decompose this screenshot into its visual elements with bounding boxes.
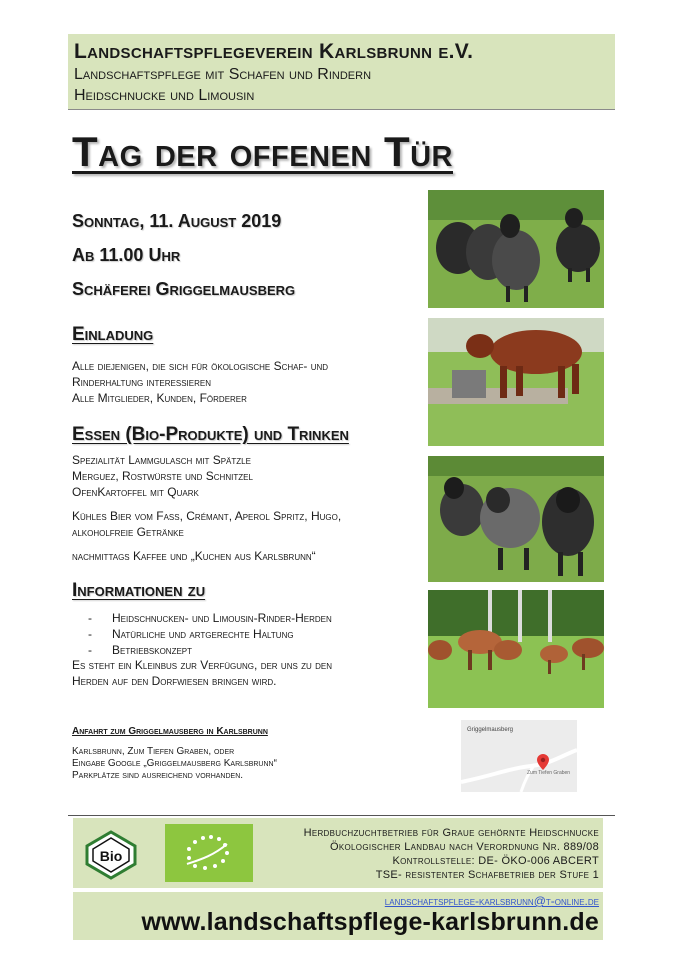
drink-line: alkoholfreie Getränke bbox=[72, 525, 184, 539]
invitation-heading: Einladung bbox=[72, 324, 154, 345]
info-bullet: - Heidschnucken- und Limousin-Rinder-Herden bbox=[88, 611, 332, 625]
website-url[interactable]: www.landschaftspflege-karlsbrunn.de bbox=[141, 908, 599, 936]
directions-line: Eingabe Google „Griggelmausberg Karlsbrunn“ bbox=[72, 758, 277, 769]
info-bullet: - Betriebskonzept bbox=[88, 643, 193, 657]
bus-line: Herden auf den Dorfwiesen bringen wird. bbox=[72, 674, 277, 688]
certification-line: Kontrollstelle: DE- ÖKO-006 ABCERT bbox=[392, 855, 599, 867]
email-link[interactable]: landschaftspflege-karlsbrunn@t-online.de bbox=[384, 894, 599, 908]
food-text bbox=[72, 452, 422, 564]
certification-banner bbox=[73, 818, 603, 888]
organization-subtitle: Landschaftspflege mit Schafen und Rindern bbox=[74, 66, 372, 83]
info-bullet: - Natürliche und artgerechte Haltung bbox=[88, 627, 294, 641]
map-road-label: Zum Tiefen Graben bbox=[527, 770, 571, 776]
photo-limousin-bull bbox=[428, 318, 604, 446]
organization-name: Landschaftspflegeverein Karlsbrunn e.V. bbox=[74, 40, 474, 63]
directions-line: Parkplätze sind ausreichend vorhanden. bbox=[72, 770, 244, 781]
event-location: Schäferei Griggelmausberg bbox=[72, 279, 296, 299]
directions-line: Karlsbrunn, Zum Tiefen Graben, oder bbox=[72, 746, 235, 757]
photo-sheep-group bbox=[428, 456, 604, 582]
location-map[interactable] bbox=[461, 720, 577, 792]
invitation-line: Alle diejenigen, die sich für ökologische Schaf- und bbox=[72, 359, 329, 373]
info-bullet-list bbox=[88, 610, 332, 658]
bio-seal-icon bbox=[85, 830, 137, 880]
certification-text bbox=[304, 826, 599, 882]
event-time: Ab 11.00 Uhr bbox=[72, 245, 181, 265]
bus-text bbox=[72, 657, 422, 689]
map-pin-icon bbox=[537, 754, 549, 770]
map-place-label: Griggelmausberg bbox=[467, 727, 514, 733]
certification-line: TSE- resistenter Schafbetrieb der Stufe 1 bbox=[375, 869, 599, 881]
eu-organic-leaf-icon bbox=[165, 824, 253, 882]
contact-banner bbox=[73, 892, 603, 940]
header-banner bbox=[68, 34, 615, 110]
drink-line: Kühles Bier vom Fass, Crémant, Aperol Spritz, Hugo, bbox=[72, 509, 342, 523]
food-line: Spezialität Lammgulasch mit Spätzle bbox=[72, 453, 251, 467]
afternoon-line: nachmittags Kaffee und „Kuchen aus Karlsbrunn“ bbox=[72, 549, 316, 563]
event-info bbox=[72, 204, 295, 306]
bus-line: Es steht ein Kleinbus zur Verfügung, der uns zu den bbox=[72, 658, 333, 672]
footer-divider bbox=[68, 815, 615, 816]
bio-seal-label: Bio bbox=[99, 848, 123, 864]
food-heading: Essen (Bio-Produkte) und Trinken bbox=[72, 424, 349, 445]
invitation-text bbox=[72, 358, 422, 406]
certification-line: Herdbuchzuchtbetrieb für Graue gehörnte Heidschnucke bbox=[303, 827, 599, 839]
certification-line: Ökologischer Landbau nach Verordnung Nr. 889/08 bbox=[330, 841, 599, 853]
organization-breeds: Heidschnucke und Limousin bbox=[74, 87, 255, 104]
photo-heidschnucke-sheep bbox=[428, 190, 604, 308]
info-heading: Informationen zu bbox=[72, 580, 206, 601]
page-title: Tag der offenen Tür bbox=[72, 128, 453, 175]
directions-heading: Anfahrt zum Griggelmausberg in Karlsbrunn bbox=[72, 726, 268, 737]
photo-cattle-herd bbox=[428, 590, 604, 708]
event-date: Sonntag, 11. August 2019 bbox=[72, 211, 282, 231]
directions-text bbox=[72, 746, 277, 782]
invitation-line: Alle Mitglieder, Kunden, Förderer bbox=[72, 391, 247, 405]
food-line: OfenKartoffel mit Quark bbox=[72, 485, 199, 499]
invitation-line: Rinderhaltung interessieren bbox=[72, 375, 211, 389]
food-line: Merguez, Rostwürste und Schnitzel bbox=[72, 469, 253, 483]
